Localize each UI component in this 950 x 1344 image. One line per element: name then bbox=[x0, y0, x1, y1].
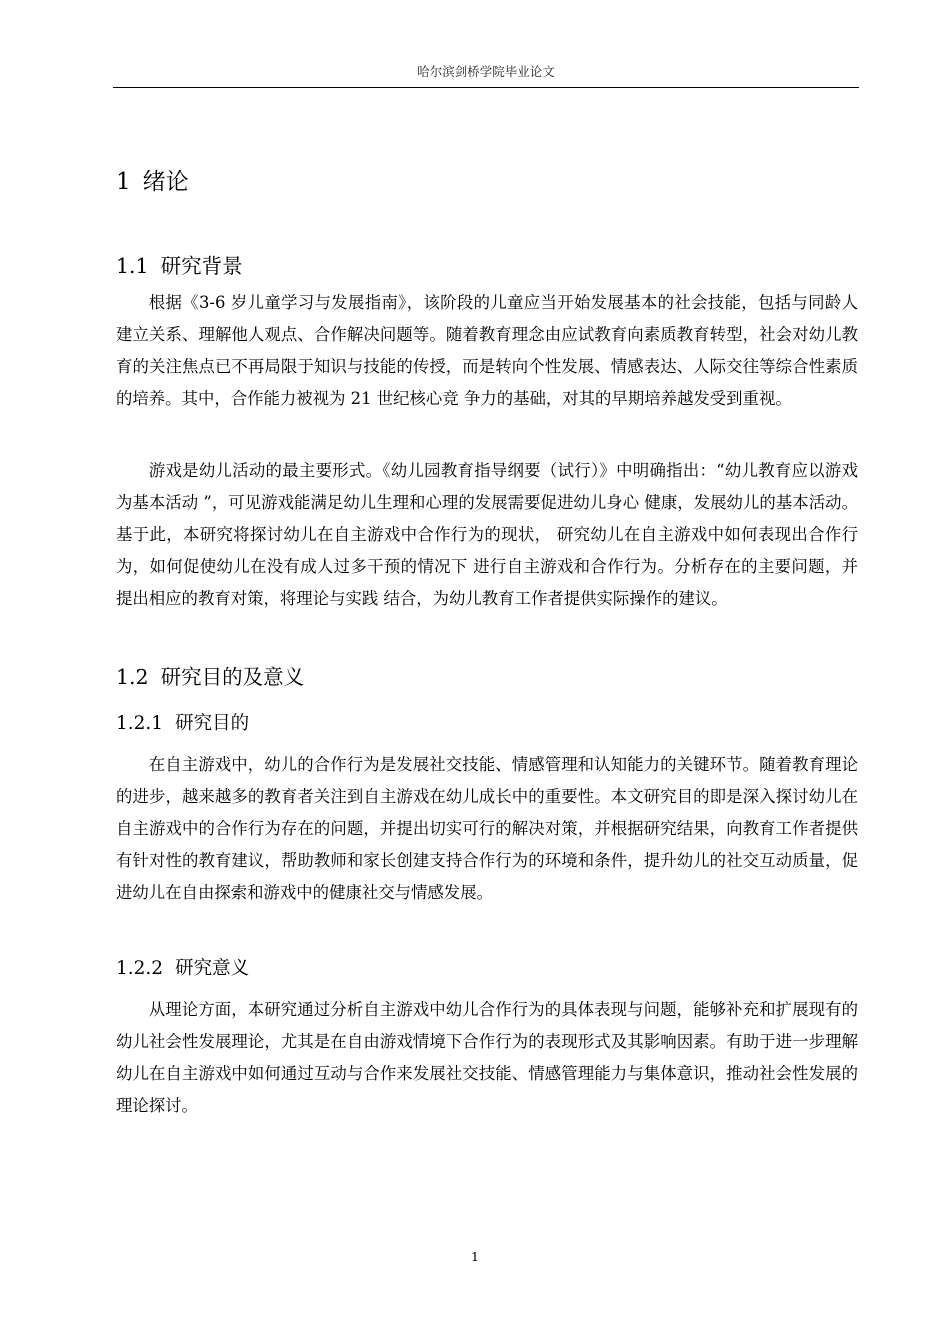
subsection-number: 1.2.2 bbox=[116, 958, 164, 979]
paragraph-significance: 从理论方面，本研究通过分析自主游戏中幼儿合作行为的具体表现与问题，能够补充和扩展现有的幼儿社会性发展理论，尤其是在自由游戏情境下合作行为的表现形式及其影响因素。有助于进一步理解幼儿在自主游戏中如何通过互动与合作来发展社交技能、情感管理能力与集体意识，推动社会性发展的理论探讨。 bbox=[116, 1000, 858, 1115]
section-heading-1-2 bbox=[116, 660, 304, 690]
paragraph-background-2: 游戏是幼儿活动的最主要形式。《幼儿园教育指导纲要（试行）》中明确指出：“幼儿教育应以游戏为基本活动 ”，可见游戏能满足幼儿生理和心理的发展需要促进幼儿身心 健康，发展幼儿的基本活动。基于此，本研究将探讨幼儿在自主游戏中合作行为的现状， 研究幼儿在自主游戏中如何表现出合作行为，如何促使幼儿在没有成人过多干预的情况下 进行自主游戏和合作行为。分析存在的主要问题，并提出相应的教育对策，将理论与实践 结合，为幼儿教育工作者提供实际操作的建议。 bbox=[116, 461, 858, 608]
paragraph-purpose: 在自主游戏中，幼儿的合作行为是发展社交技能、情感管理和认知能力的关键环节。随着教育理论的进步，越来越多的教育者关注到自主游戏在幼儿成长中的重要性。本文研究目的即是深入探讨幼儿在自主游戏中的合作行为存在的问题，并提出切实可行的解决对策，并根据研究结果，向教育工作者提供有针对性的教育建议，帮助教师和家长创建支持合作行为的环境和条件，提升幼儿的社交互动质量，促进幼儿在自由探索和游戏中的健康社交与情感发展。 bbox=[116, 755, 858, 902]
section-heading-1-1 bbox=[116, 249, 243, 279]
header-rule bbox=[113, 87, 859, 88]
subsection-title: 研究目的 bbox=[175, 713, 250, 734]
chapter-number: 1 bbox=[116, 169, 131, 195]
section-number: 1.2 bbox=[116, 665, 149, 689]
subsection-title: 研究意义 bbox=[175, 958, 250, 979]
chapter-heading bbox=[116, 163, 189, 196]
running-header: 哈尔滨剑桥学院毕业论文 bbox=[417, 64, 555, 79]
section-number: 1.1 bbox=[116, 254, 149, 278]
page-number: 1 bbox=[471, 1249, 479, 1264]
subsection-number: 1.2.1 bbox=[116, 713, 164, 734]
paragraph-background-1: 根据《3-6 岁儿童学习与发展指南》，该阶段的儿童应当开始发展基本的社会技能，包括与同龄人建立关系、理解他人观点、合作解决问题等。随着教育理念由应试教育向素质教育转型，社会对幼儿教育的关注焦点已不再局限于知识与技能的传授，而是转向个性发展、情感表达、人际交往等综合性素质的培养。其中，合作能力被视为 21 世纪核心竞 争力的基础，对其的早期培养越发受到重视。 bbox=[116, 293, 858, 408]
subsection-heading-1-2-2 bbox=[116, 954, 249, 980]
section-title: 研究背景 bbox=[160, 254, 243, 278]
chapter-title: 绪论 bbox=[142, 169, 189, 195]
section-title: 研究目的及意义 bbox=[160, 665, 305, 689]
subsection-heading-1-2-1 bbox=[116, 709, 249, 735]
